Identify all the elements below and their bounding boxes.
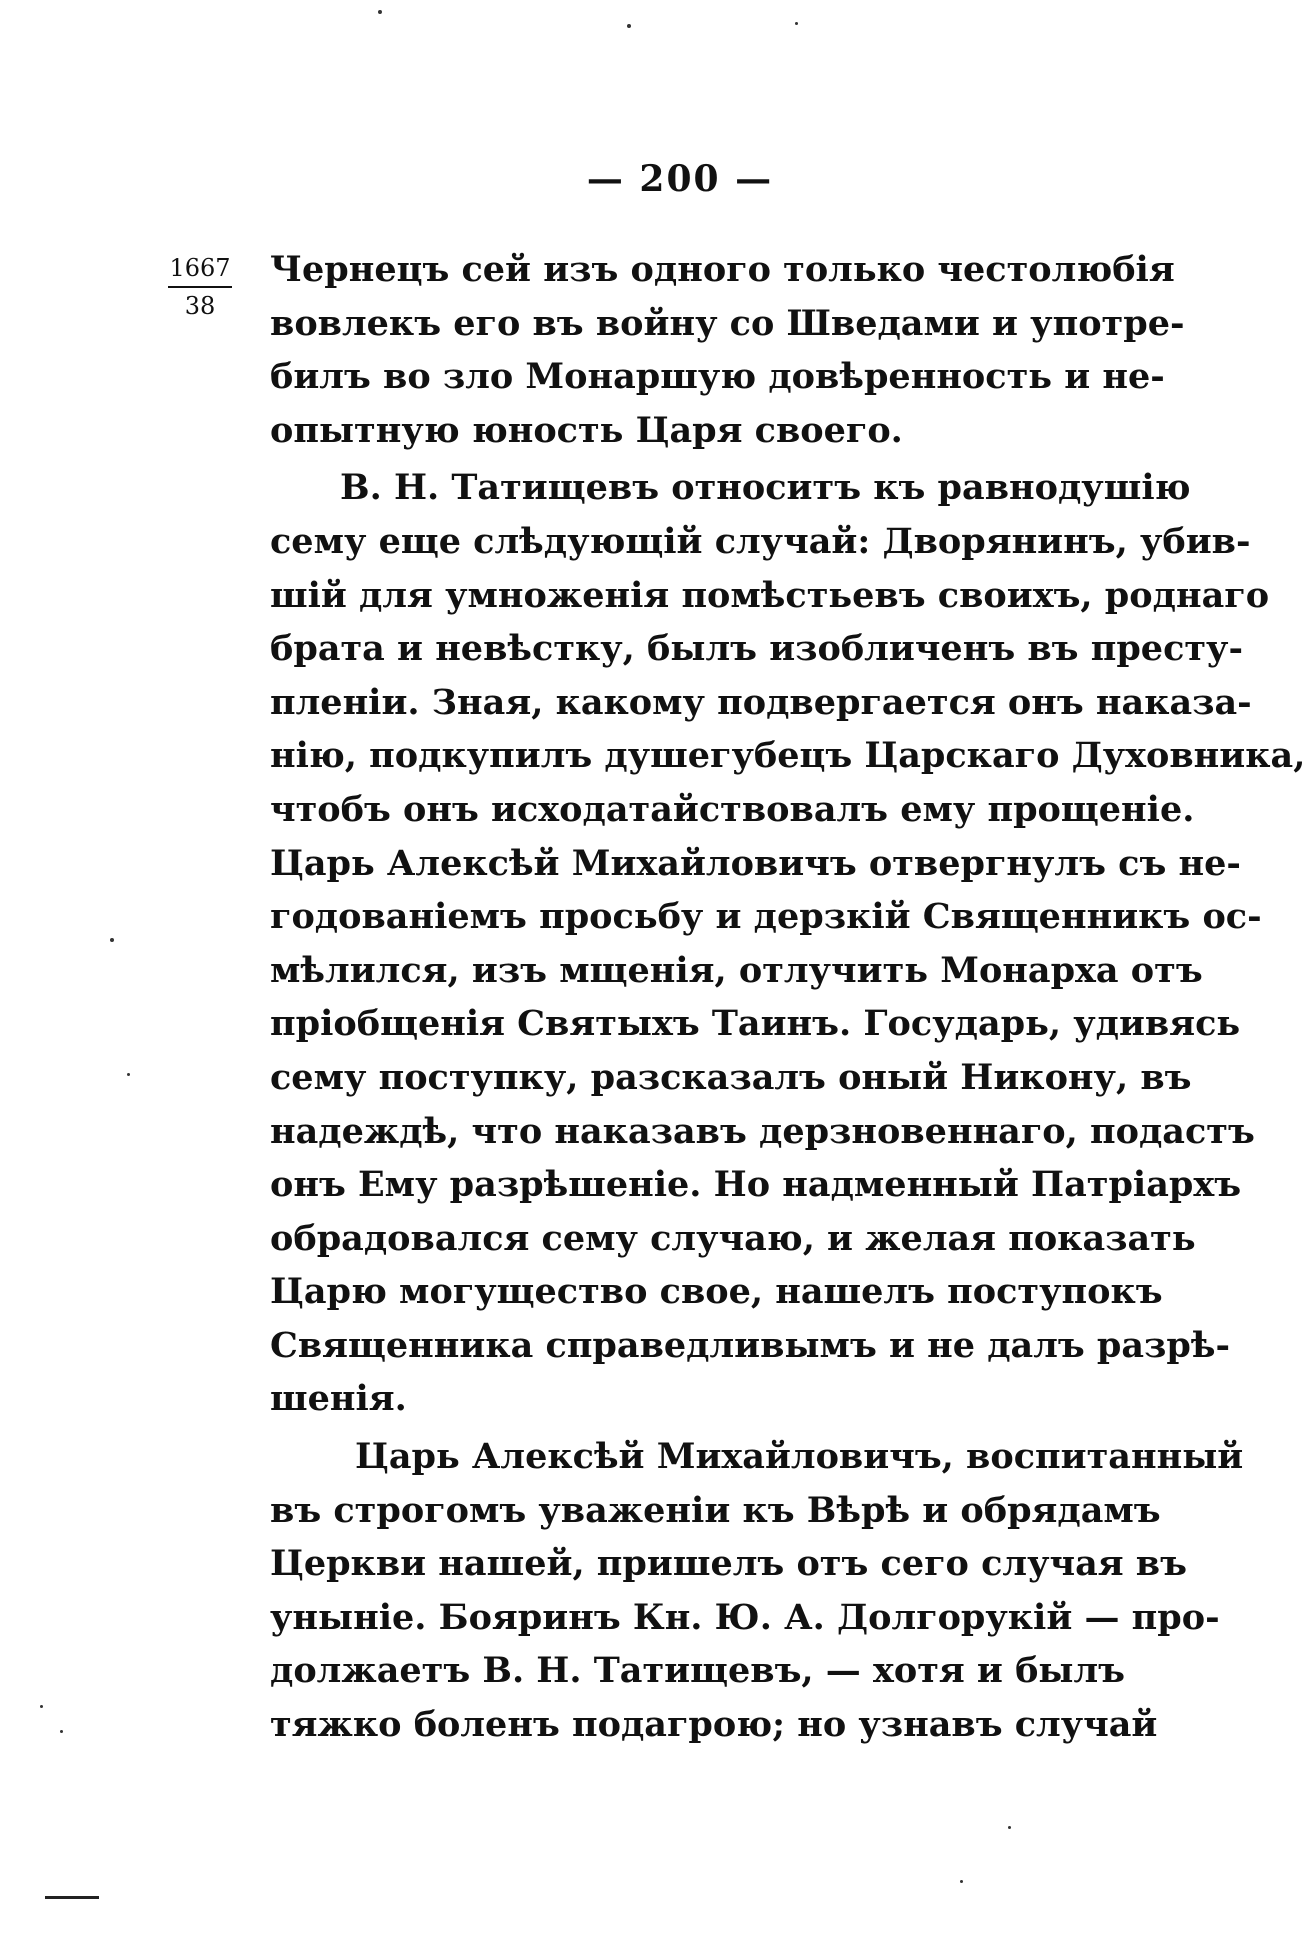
text-line: пленіи. Зная, какому подвергается онъ наказа- [270, 681, 1252, 723]
text-line: пріобщенія Святыхъ Таинъ. Государь, удивясь [270, 1003, 1241, 1045]
speck [60, 1730, 63, 1733]
text-line: сему поступку, разсказалъ оный Никону, въ [270, 1056, 1192, 1098]
text-line: должаетъ В. Н. Татищевъ, — хотя и былъ [270, 1650, 1126, 1692]
speck [795, 22, 798, 25]
text-line: шій для умноженія помѣстьевъ своихъ, роднаго [270, 574, 1270, 616]
paragraph-1 [270, 243, 1185, 457]
text-line: Царю могущество свое, нашелъ поступокъ [270, 1271, 1163, 1313]
margin-rule [45, 1896, 99, 1899]
text-line: шенія. [270, 1378, 407, 1420]
body-text [270, 243, 1305, 1752]
text-line: Церкви нашей, пришелъ отъ сего случая въ [270, 1543, 1187, 1585]
speck [127, 1073, 130, 1076]
margin-note-year: 1667 [168, 252, 232, 288]
text-line: въ строгомъ уваженіи къ Вѣрѣ и обрядамъ [270, 1489, 1161, 1531]
text-line: чтобъ онъ исходатайствовалъ ему прощеніе. [270, 788, 1195, 830]
text-line: Священника справедливымъ и не далъ разрѣ- [270, 1324, 1231, 1366]
text-line: В. Н. Татищевъ относитъ къ равнодушію [340, 467, 1191, 509]
text-line: сему еще слѣдующій случай: Дворянинъ, убив- [270, 520, 1251, 562]
text-line: Чернецъ сей изъ одного только честолюбія [270, 249, 1175, 290]
speck [378, 10, 382, 14]
text-line: Царь Алексѣй Михайловичъ, воспитанный [355, 1436, 1244, 1478]
margin-note [168, 252, 232, 322]
paragraph-3 [270, 1430, 1244, 1752]
text-line: уныніе. Бояринъ Кн. Ю. А. Долгорукій — про- [270, 1596, 1220, 1638]
text-line: опытную юность Царя своего. [270, 409, 903, 451]
margin-note-number: 38 [184, 292, 216, 320]
text-line: билъ во зло Монаршую довѣренность и не- [270, 356, 1165, 398]
text-line: мѣлился, изъ мщенія, отлучить Монарха отъ [270, 949, 1203, 991]
text-line: нію, подкупилъ душегубецъ Царскаго Духовника, [270, 735, 1305, 777]
speck [627, 24, 631, 28]
text-line: Царь Алексѣй Михайловичъ отвергнулъ съ не- [270, 842, 1241, 884]
speck [960, 1880, 963, 1883]
page-number-header: — 200 — [586, 158, 774, 200]
text-line: годованіемъ просьбу и дерзкій Священникъ ос- [270, 896, 1262, 938]
speck [110, 938, 114, 942]
text-line: тяжко боленъ подагрою; но узнавъ случай [270, 1704, 1158, 1746]
speck [1008, 1826, 1011, 1829]
text-line: брата и невѣстку, былъ изобличенъ въ престу- [270, 628, 1243, 670]
text-line: обрадовался сему случаю, и желая показать [270, 1217, 1196, 1259]
speck [40, 1705, 43, 1708]
paragraph-2 [270, 461, 1305, 1426]
text-line: онъ Ему разрѣшеніе. Но надменный Патріархъ [270, 1164, 1242, 1206]
text-line: надеждѣ, что наказавъ дерзновеннаго, подастъ [270, 1110, 1255, 1152]
text-line: вовлекъ его въ войну со Шведами и употре- [270, 302, 1185, 344]
